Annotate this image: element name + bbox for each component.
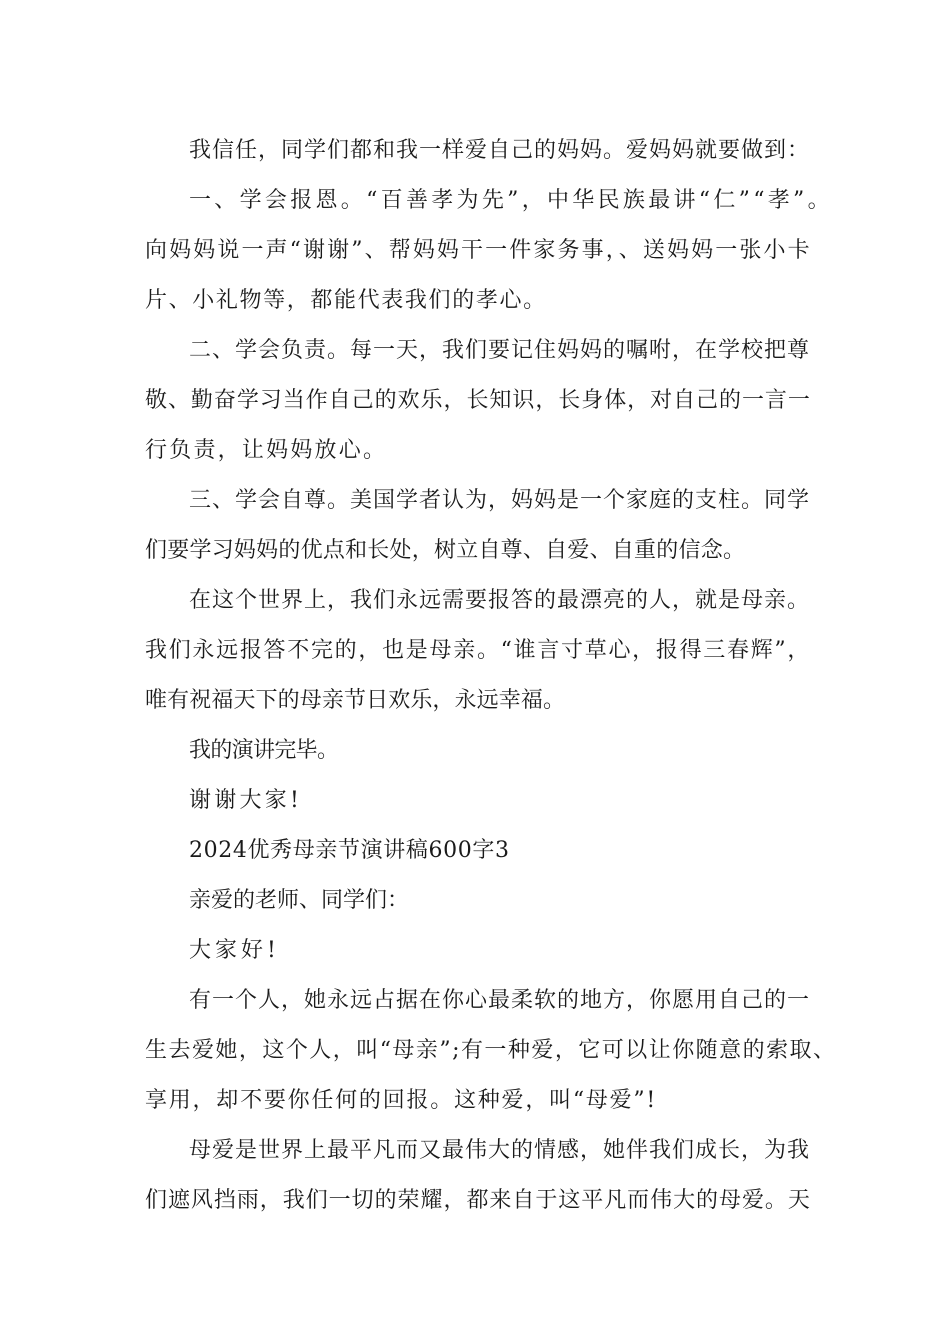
text-line: 享用，却不要你任何的回报。这种爱，叫“母爱”! bbox=[145, 1088, 658, 1113]
text-line: 一、学会报恩。“百善孝为先”，中华民族最讲“仁”“孝”。 bbox=[189, 188, 833, 213]
section-heading: 2024优秀母亲节演讲稿600字3 bbox=[189, 838, 510, 863]
text-line: 大家好! bbox=[189, 938, 280, 963]
text-line: 片、小礼物等，都能代表我们的孝心。 bbox=[145, 288, 547, 313]
text-line: 敬、勤奋学习当作自己的欢乐，长知识，长身体，对自己的一言一 bbox=[145, 388, 811, 413]
text-line: 们遮风挡雨，我们一切的荣耀，都来自于这平凡而伟大的母爱。天 bbox=[145, 1188, 811, 1213]
text-line: 唯有祝福天下的母亲节日欢乐，永远幸福。 bbox=[145, 688, 566, 713]
text-line: 谢谢大家! bbox=[189, 788, 303, 813]
text-line: 二、学会负责。每一天，我们要记住妈妈的嘱咐，在学校把尊 bbox=[189, 338, 811, 363]
text-line: 生去爱她，这个人，叫“母亲”;有一种爱，它可以让你随意的索取、 bbox=[145, 1038, 837, 1063]
text-line: 亲爱的老师、同学们： bbox=[189, 888, 410, 913]
text-line: 行负责，让妈妈放心。 bbox=[145, 438, 388, 463]
text-line: 我们永远报答不完的，也是母亲。“谁言寸草心，报得三春辉”， bbox=[145, 638, 812, 663]
text-line: 在这个世界上，我们永远需要报答的最漂亮的人，就是母亲。 bbox=[189, 588, 811, 613]
text-line: 母爱是世界上最平凡而又最伟大的情感，她伴我们成长，为我 bbox=[189, 1138, 811, 1163]
text-line: 向妈妈说一声“谢谢”、帮妈妈干一件家务事，、送妈妈一张小卡 bbox=[145, 238, 812, 263]
text-line: 有一个人，她永远占据在你心最柔软的地方，你愿用自己的一 bbox=[189, 988, 811, 1013]
text-line: 我的演讲完毕。 bbox=[189, 738, 339, 763]
text-line: 们要学习妈妈的优点和长处，树立自尊、自爱、自重的信念。 bbox=[145, 538, 746, 563]
text-line: 三、学会自尊。美国学者认为，妈妈是一个家庭的支柱。同学 bbox=[189, 488, 811, 513]
text-line: 我信任，同学们都和我一样爱自己的妈妈。爱妈妈就要做到： bbox=[189, 138, 811, 163]
